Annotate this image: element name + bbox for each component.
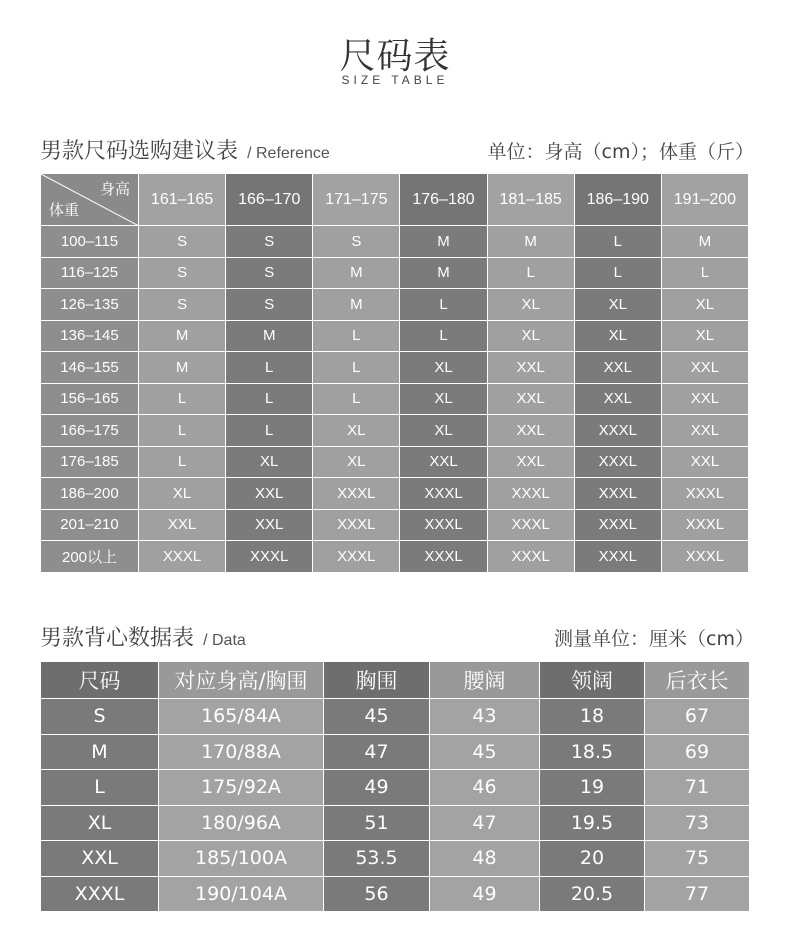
size-cell: XXXL [400,541,487,573]
size-cell: L [226,383,313,415]
size-cell: S [139,226,226,258]
size-cell: XXL [574,352,661,384]
size-cell: XXXL [313,478,400,510]
corner-weight-label: 体重 [49,201,80,219]
size-cell: L [400,289,487,321]
size-cell: L [139,415,226,447]
size-row [41,289,749,321]
size-cell: XXXL [661,541,748,573]
data-cell: 73 [645,805,750,841]
data-cell: 45 [324,699,430,735]
size-cell: L [400,320,487,352]
data-cell: 47 [430,805,540,841]
weight-range-cell: 156–165 [41,383,139,415]
size-cell: XXXL [574,509,661,541]
data-header-row [41,662,750,699]
size-cell: S [226,257,313,289]
size-cell: L [226,352,313,384]
data-cell: 77 [645,876,750,912]
column-header: 领阔 [540,662,645,699]
size-cell: XL [661,289,748,321]
data-cell: 75 [645,841,750,877]
size-cell: XL [661,320,748,352]
size-cell: XXL [487,415,574,447]
size-cell: M [400,226,487,258]
size-cell: M [313,257,400,289]
size-cell: S [139,289,226,321]
size-row [41,257,749,289]
size-cell: XXL [661,352,748,384]
size-row [41,320,749,352]
size-cell: XL [574,320,661,352]
data-cell: 46 [430,770,540,806]
size-cell: XL [313,446,400,478]
size-cell: M [139,320,226,352]
weight-range-cell: 176–185 [41,446,139,478]
size-reference-table [40,173,749,573]
size-cell: L [661,257,748,289]
reference-section-header [40,134,754,165]
vest-data-table [40,661,750,912]
size-row [41,352,749,384]
size-cell: XXXL [574,446,661,478]
data-title-en: / Data [203,632,246,649]
size-cell: XXL [226,478,313,510]
size-cell: XL [400,383,487,415]
data-cell: 48 [430,841,540,877]
column-header: 尺码 [41,662,159,699]
size-cell: XXL [487,352,574,384]
size-cell: XXL [487,446,574,478]
weight-range-cell: 201–210 [41,509,139,541]
size-cell: L [139,383,226,415]
data-cell: 19 [540,770,645,806]
size-cell: M [661,226,748,258]
data-row [41,734,750,770]
size-cell: XXXL [139,541,226,573]
size-cell: XXL [400,446,487,478]
data-unit: 测量单位：厘米（cm） [554,628,754,650]
column-header: 腰阔 [430,662,540,699]
data-cell: XXL [41,841,159,877]
size-cell: L [313,320,400,352]
size-row [41,383,749,415]
size-cell: L [574,226,661,258]
data-cell: 43 [430,699,540,735]
size-cell: XXXL [313,541,400,573]
size-row [41,415,749,447]
data-cell: M [41,734,159,770]
column-header: 对应身高/胸围 [159,662,324,699]
size-cell: XXL [661,415,748,447]
height-range-header: 191–200 [661,174,748,226]
data-row [41,876,750,912]
data-cell: 49 [324,770,430,806]
page-subtitle: SIZE TABLE [341,73,449,87]
data-cell: XXXL [41,876,159,912]
data-cell: 51 [324,805,430,841]
data-cell: 71 [645,770,750,806]
data-row [41,770,750,806]
data-cell: 165/84A [159,699,324,735]
size-cell: XXXL [574,478,661,510]
size-cell: XXXL [313,509,400,541]
size-cell: L [313,383,400,415]
size-cell: XL [139,478,226,510]
size-row [41,226,749,258]
data-cell: 45 [430,734,540,770]
size-cell: XXXL [400,509,487,541]
data-section-header [40,621,754,652]
size-cell: M [400,257,487,289]
data-cell: 18.5 [540,734,645,770]
weight-range-cell: 146–155 [41,352,139,384]
data-cell: 170/88A [159,734,324,770]
size-cell: XL [226,446,313,478]
size-cell: L [574,257,661,289]
height-range-header: 171–175 [313,174,400,226]
height-range-header: 176–180 [400,174,487,226]
size-cell: S [313,226,400,258]
size-cell: XXXL [487,541,574,573]
data-cell: L [41,770,159,806]
weight-range-cell: 200以上 [41,541,139,573]
data-cell: 67 [645,699,750,735]
data-title: 男款背心数据表 [40,626,195,651]
size-cell: XXXL [400,478,487,510]
data-cell: 180/96A [159,805,324,841]
data-cell: S [41,699,159,735]
size-cell: XXL [661,383,748,415]
height-range-header: 181–185 [487,174,574,226]
data-cell: 56 [324,876,430,912]
size-cell: XL [313,415,400,447]
size-cell: XXL [487,383,574,415]
size-row [41,478,749,510]
data-cell: 69 [645,734,750,770]
weight-range-cell: 136–145 [41,320,139,352]
size-cell: M [226,320,313,352]
weight-range-cell: 166–175 [41,415,139,447]
column-header: 胸围 [324,662,430,699]
data-cell: 18 [540,699,645,735]
weight-range-cell: 116–125 [41,257,139,289]
weight-range-cell: 126–135 [41,289,139,321]
size-cell: XXXL [487,509,574,541]
size-cell: S [139,257,226,289]
size-cell: XXXL [487,478,574,510]
data-cell: 190/104A [159,876,324,912]
reference-title: 男款尺码选购建议表 [40,139,239,164]
size-cell: XL [400,415,487,447]
height-range-header: 166–170 [226,174,313,226]
size-cell: XL [400,352,487,384]
table-corner-cell [41,174,139,226]
size-cell: M [313,289,400,321]
size-cell: XXXL [226,541,313,573]
data-row [41,699,750,735]
data-cell: 185/100A [159,841,324,877]
column-header: 后衣长 [645,662,750,699]
weight-range-cell: 100–115 [41,226,139,258]
data-cell: 20.5 [540,876,645,912]
size-cell: XXL [226,509,313,541]
height-header-row [41,174,749,226]
data-cell: 20 [540,841,645,877]
data-cell: 175/92A [159,770,324,806]
size-cell: XXL [574,383,661,415]
height-range-header: 186–190 [574,174,661,226]
size-cell: XXXL [661,509,748,541]
size-cell: L [313,352,400,384]
size-cell: S [226,289,313,321]
height-range-header: 161–165 [139,174,226,226]
corner-height-label: 身高 [99,180,130,198]
size-cell: XL [487,320,574,352]
reference-title-en: / Reference [247,145,330,162]
data-row [41,805,750,841]
size-cell: XXXL [574,415,661,447]
data-cell: 53.5 [324,841,430,877]
data-row [41,841,750,877]
data-cell: 19.5 [540,805,645,841]
size-cell: M [139,352,226,384]
weight-range-cell: 186–200 [41,478,139,510]
size-cell: XXL [139,509,226,541]
data-cell: 47 [324,734,430,770]
size-cell: M [487,226,574,258]
size-cell: L [139,446,226,478]
size-cell: XL [574,289,661,321]
size-row [41,509,749,541]
page-title: 尺码表 [339,36,451,77]
data-cell: 49 [430,876,540,912]
size-cell: XL [487,289,574,321]
size-cell: XXL [661,446,748,478]
reference-unit: 单位：身高（cm）；体重（斤） [487,141,754,163]
size-row [41,541,749,573]
size-cell: L [487,257,574,289]
size-row [41,446,749,478]
data-cell: XL [41,805,159,841]
size-cell: S [226,226,313,258]
size-cell: XXXL [661,478,748,510]
size-cell: XXXL [574,541,661,573]
size-cell: L [226,415,313,447]
